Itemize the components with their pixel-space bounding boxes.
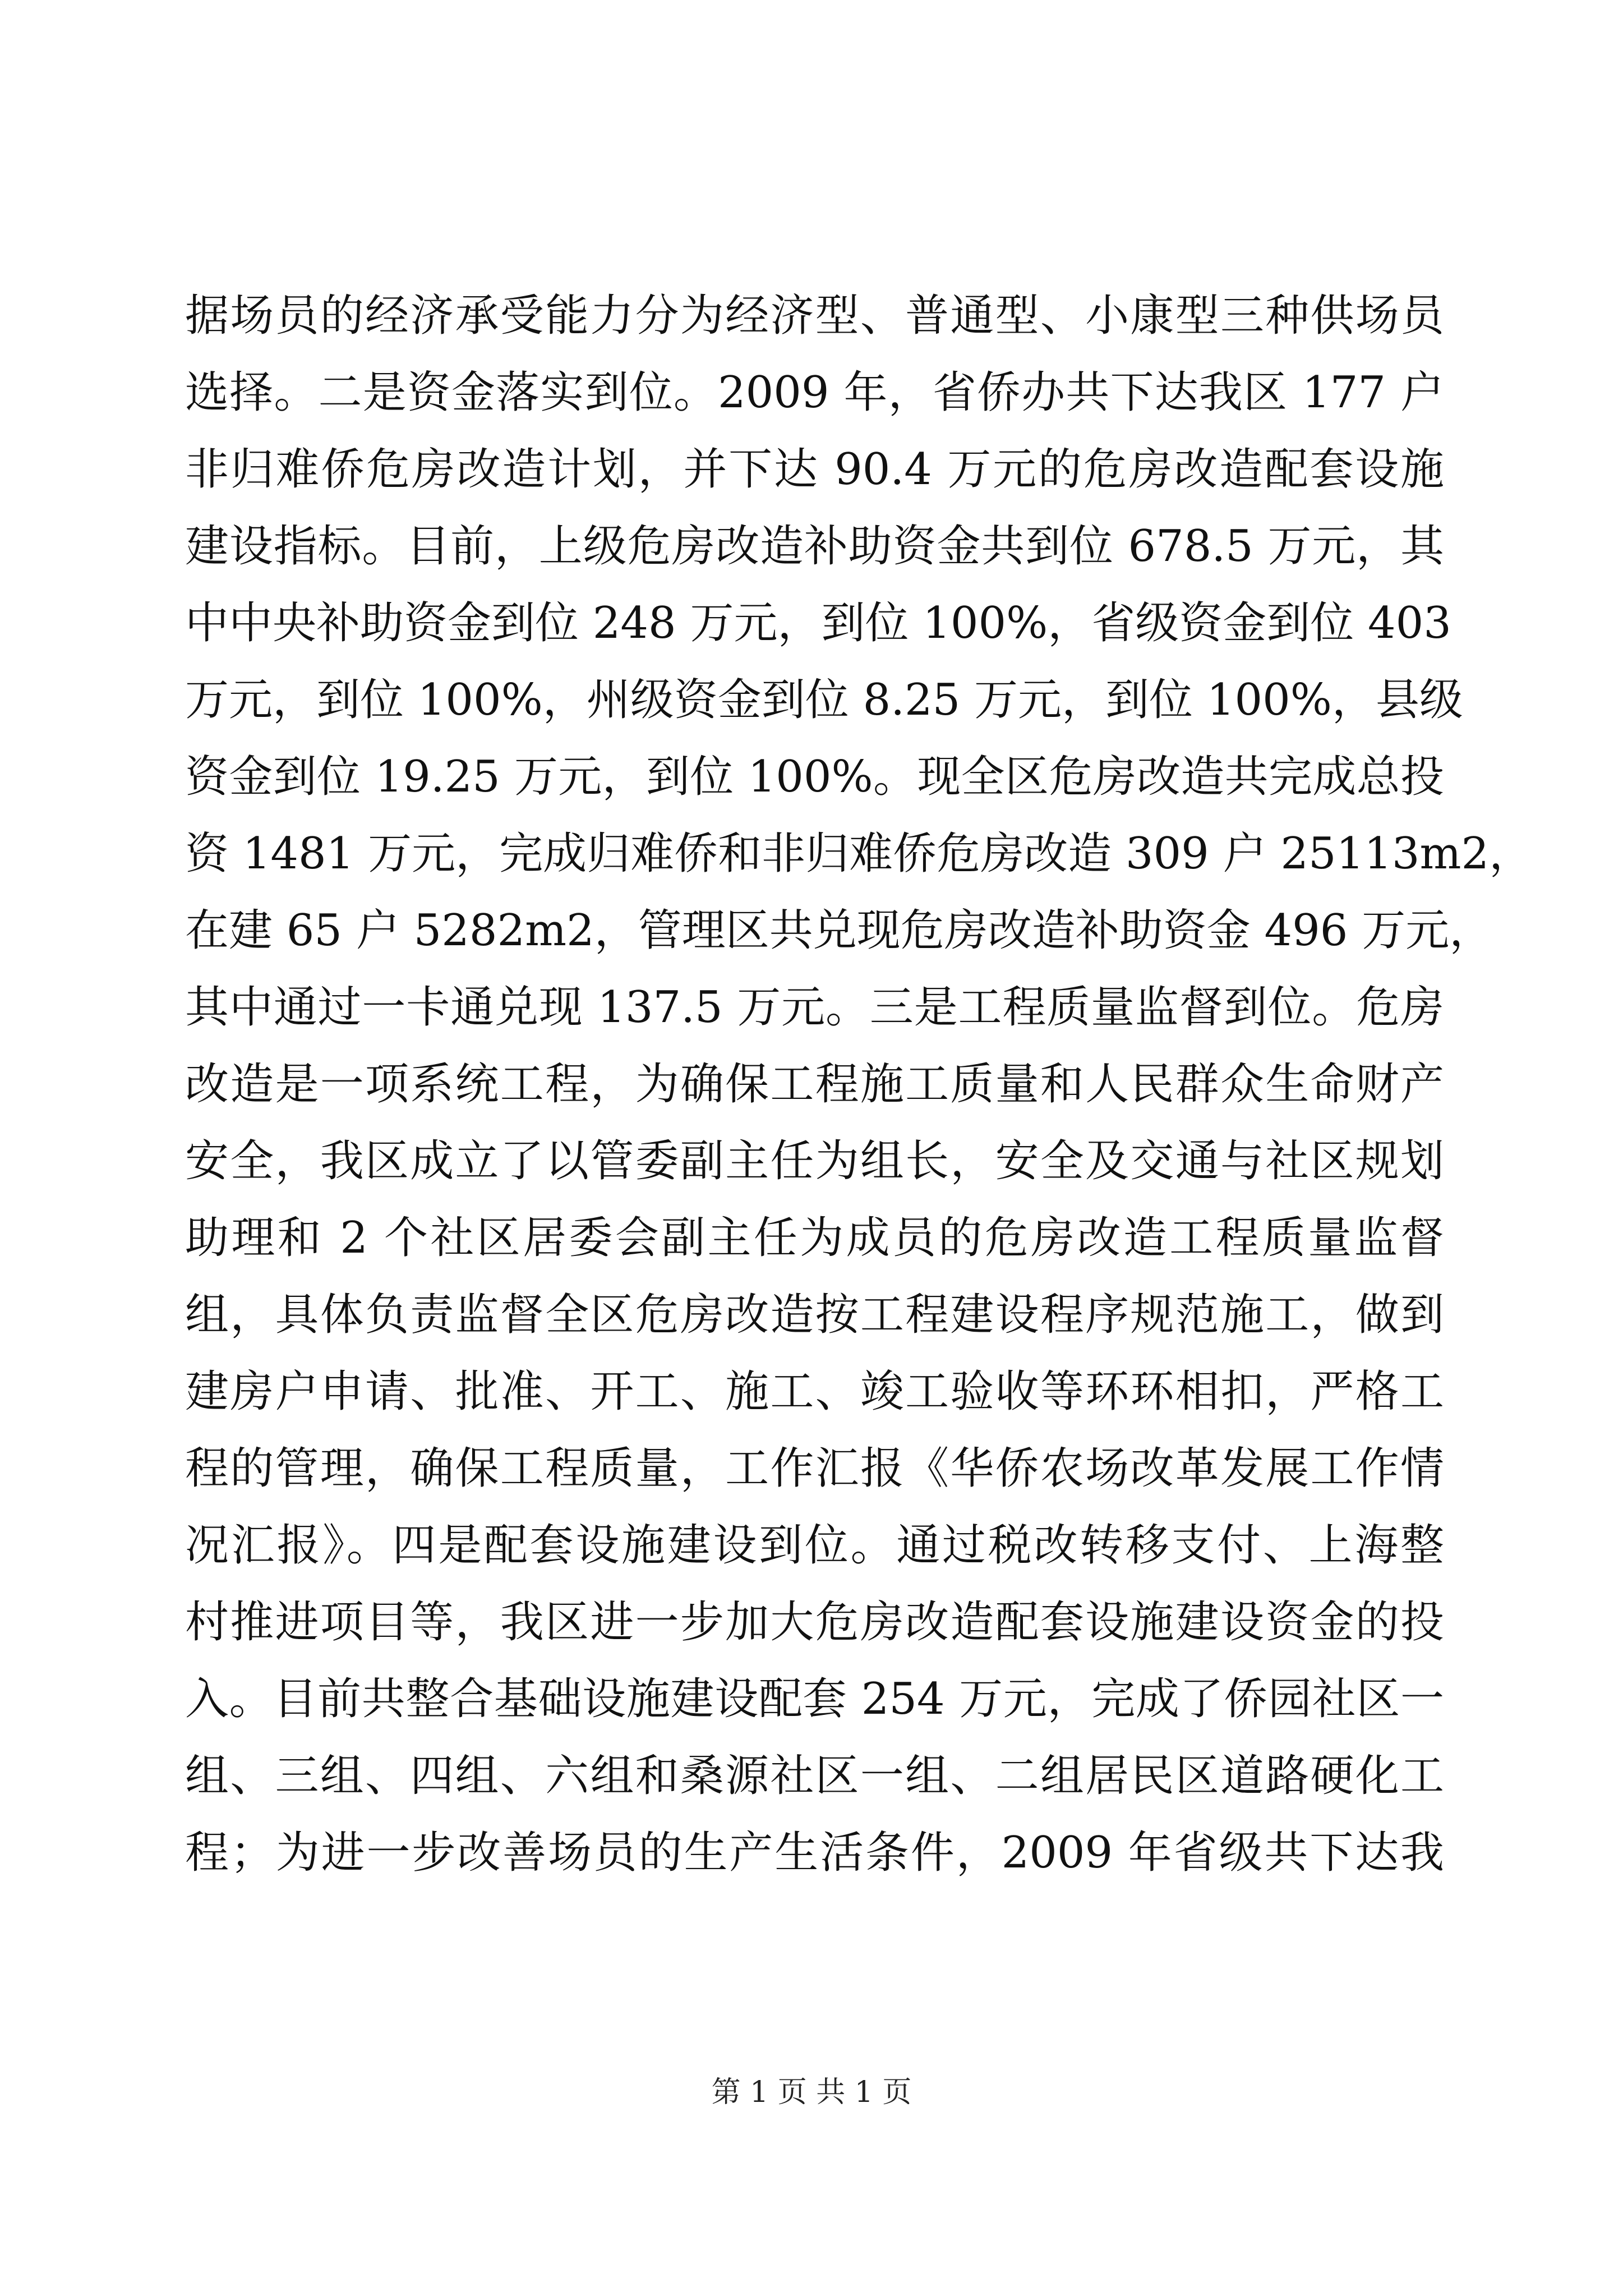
text-line-6: 万元，到位 100%，州级资金到位 8.25 万元，到位 100%，县级 [185, 675, 1463, 725]
text-line-7: 资金到位 19.25 万元，到位 100%。现全区危房改造共完成总投 [185, 752, 1444, 802]
text-line-10: 其中通过一卡通兑现 137.5 万元。三是工程质量监督到位。危房 [185, 982, 1444, 1033]
text-line-8: 资 1481 万元，完成归难侨和非归难侨危房改造 309 户 25113m2， [185, 829, 1533, 879]
text-line-3: 非归难侨危房改造计划，并下达 90.4 万元的危房改造配套设施 [185, 444, 1444, 495]
text-line-19: 入。目前共整合基础设施建设配套 254 万元，完成了侨园社区一 [185, 1674, 1444, 1724]
text-line-16: 程的管理，确保工程质量，工作汇报《华侨农场改革发展工作情 [185, 1443, 1444, 1494]
text-line-13: 助理和 2 个社区居委会副主任为成员的危房改造工程质量监督 [185, 1213, 1444, 1263]
text-line-21: 程；为进一步改善场员的生产生活条件，2009 年省级共下达我 [185, 1828, 1444, 1878]
text-line-9: 在建 65 户 5282m2，管理区共兑现危房改造补助资金 496 万元， [185, 905, 1493, 956]
page-footer: 第 1 页 共 1 页 [711, 2076, 912, 2109]
text-line-15: 建房户申请、批准、开工、施工、竣工验收等环环相扣，严格工 [185, 1366, 1444, 1417]
text-line-20: 组、三组、四组、六组和桑源社区一组、二组居民区道路硬化工 [185, 1751, 1444, 1801]
text-line-2: 选择。二是资金落实到位。2009 年，省侨办共下达我区 177 户 [185, 367, 1444, 418]
text-line-11: 改造是一项系统工程，为确保工程施工质量和人民群众生命财产 [185, 1059, 1444, 1110]
text-line-18: 村推进项目等，我区进一步加大危房改造配套设施建设资金的投 [185, 1597, 1444, 1648]
text-line-17: 况汇报》。四是配套设施建设到位。通过税改转移支付、上海整 [185, 1520, 1444, 1571]
body-text [185, 278, 1533, 1892]
text-line-1: 据场员的经济承受能力分为经济型、普通型、小康型三种供场员 [185, 291, 1444, 341]
text-line-14: 组，具体负责监督全区危房改造按工程建设程序规范施工，做到 [185, 1290, 1444, 1340]
text-line-12: 安全，我区成立了以管委副主任为组长，安全及交通与社区规划 [185, 1136, 1444, 1186]
text-line-4: 建设指标。目前，上级危房改造补助资金共到位 678.5 万元，其 [185, 521, 1444, 572]
text-line-5: 中中央补助资金到位 248 万元，到位 100%，省级资金到位 403 [185, 598, 1451, 648]
